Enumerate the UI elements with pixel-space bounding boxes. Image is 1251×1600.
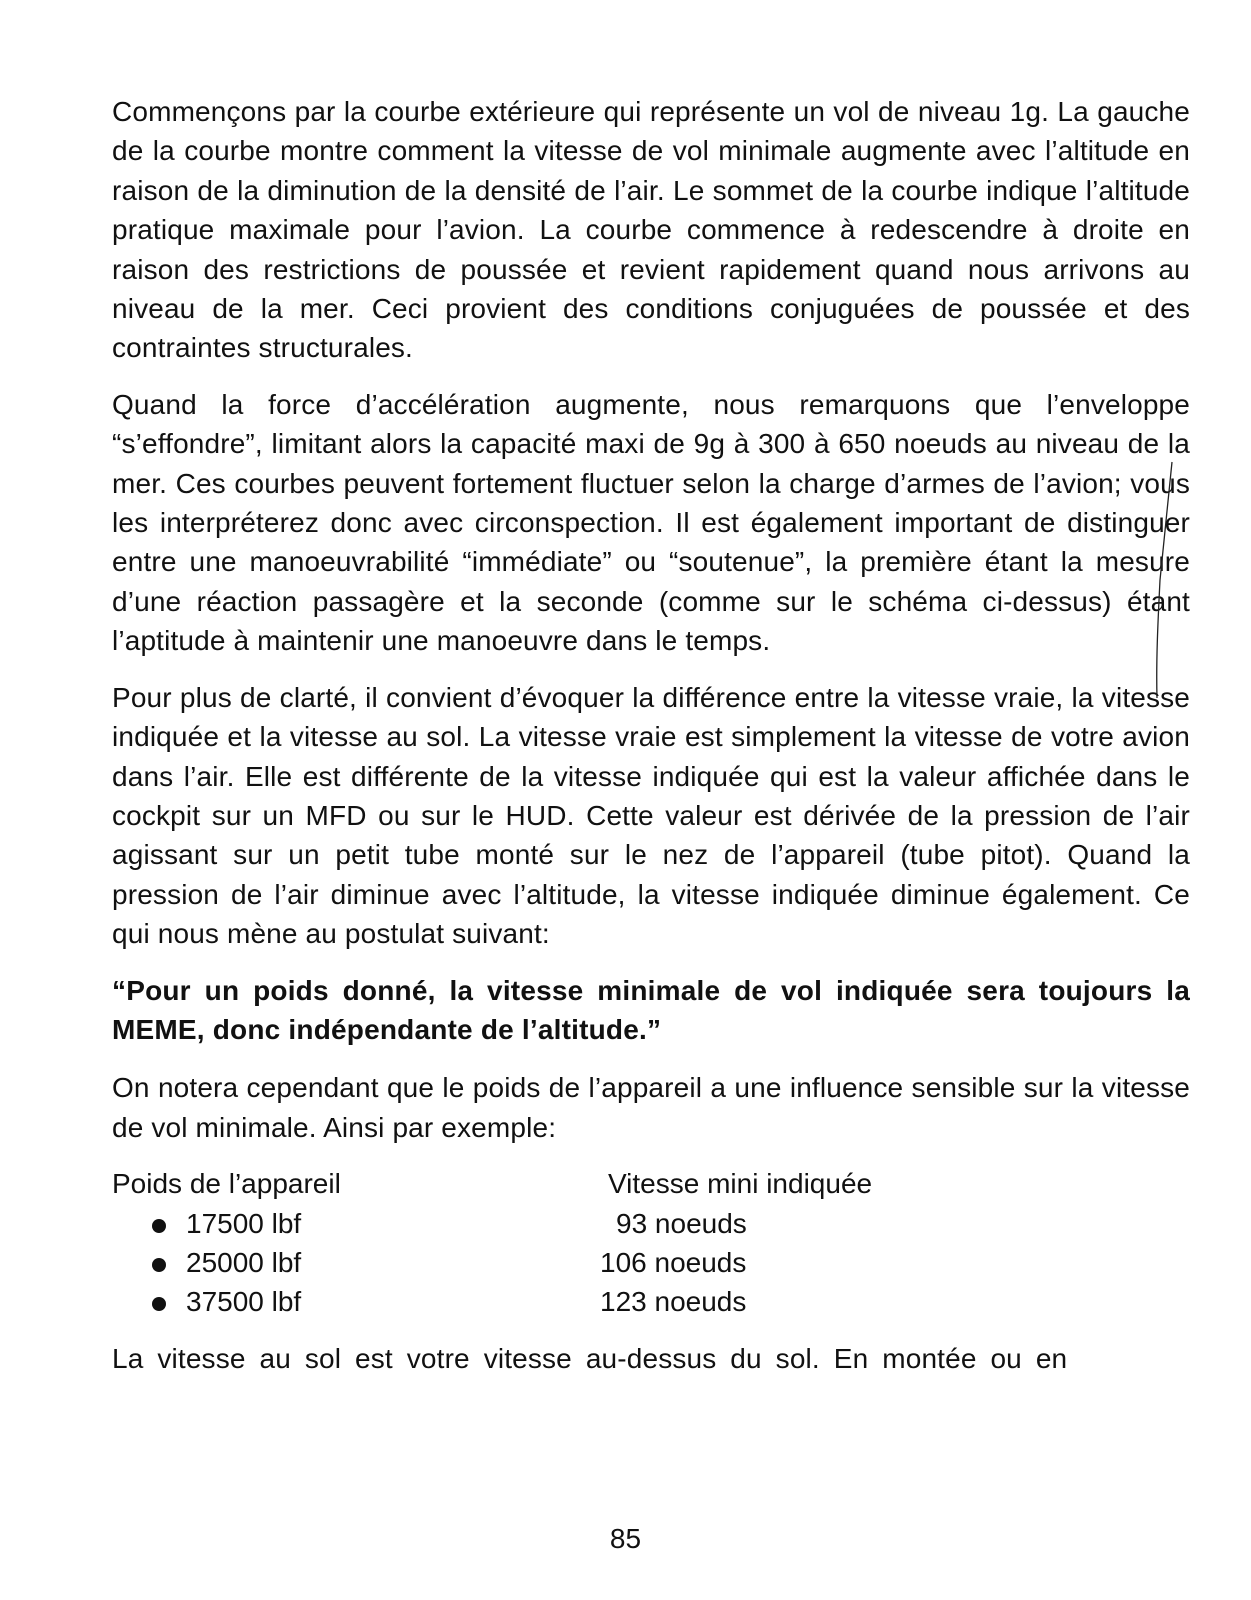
- paragraph-weight-influence: On notera cependant que le poids de l’appareil a une influence sensible sur la vitesse de vol minimale. Ainsi par exemple:: [112, 1072, 1190, 1143]
- paragraph-g-force: Quand la force d’accélération augmente, nous remarquons que l’enveloppe “s’effondre”, limitant alors la capacité maxi de 9g à 300 à 650 noeuds au niveau de la mer. Ces courbes peuvent fortement fluctuer selon la charge d’armes de l’avion; vous les interpréterez donc avec circonspection. Il est également important de distinguer entre une manoeuvrabilité “immédiate” ou “soutenue”, la première étant la mesure d’une réaction passagère et la seconde (comme sur le schéma ci-dessus) étant l’aptitude à maintenir une manoeuvre dans le temps.: [112, 388, 1190, 657]
- table-row: [112, 1243, 1190, 1282]
- row-speed: 106 noeuds: [600, 1246, 747, 1278]
- bullet-icon: [152, 1258, 166, 1272]
- document-page: [112, 92, 1190, 1395]
- page-number: 85: [609, 1523, 642, 1554]
- header-weight: Poids de l’appareil: [112, 1168, 341, 1200]
- paragraph-airspeed-types: Pour plus de clarté, il convient d’évoquer la différence entre la vitesse vraie, la vitesse indiquée et la vitesse au sol. La vitesse vraie est simplement la vitesse de votre avion dans l’air. Elle est différente de la vitesse indiquée qui est la valeur affichée dans le cockpit sur un MFD ou sur le HUD. Cette valeur est dérivée de la pression de l’air agissant sur un petit tube monté sur le nez de l’appareil (tube pitot). Quand la pression de l’air diminue avec l’altitude, la vitesse indiquée diminue également. Ce qui nous mène au postulat suivant:: [112, 681, 1190, 950]
- row-speed: 123 noeuds: [600, 1286, 747, 1318]
- bullet-icon: [152, 1297, 166, 1311]
- weight-speed-table: [112, 1164, 1190, 1322]
- row-weight: 17500 lbf: [186, 1207, 302, 1239]
- table-header-row: [112, 1164, 1190, 1203]
- row-weight: 37500 lbf: [186, 1286, 302, 1318]
- header-min-speed: Vitesse mini indiquée: [608, 1168, 873, 1200]
- table-row: [112, 1204, 1190, 1243]
- paragraph-ground-speed: La vitesse au sol est votre vitesse au-dessus du sol. En montée ou en: [112, 1342, 1068, 1374]
- paragraph-flight-envelope: Commençons par la courbe extérieure qui représente un vol de niveau 1g. La gauche de la courbe montre comment la vitesse de vol minimale augmente avec l’altitude en raison de la diminution de la densité de l’air. Le sommet de la courbe indique l’altitude pratique maximale pour l’avion. La courbe commence à redescendre à droite en raison des restrictions de poussée et revient rapidement quand nous arrivons au niveau de la mer. Ceci provient des conditions conjuguées de poussée et des contraintes structurales.: [112, 96, 1190, 364]
- bullet-icon: [152, 1219, 166, 1233]
- row-speed: 93 noeuds: [616, 1207, 747, 1239]
- postulate-statement: “Pour un poids donné, la vitesse minimale de vol indiquée sera toujours la MEME, donc indépendante de l’altitude.”: [112, 974, 1190, 1045]
- row-weight: 25000 lbf: [186, 1246, 302, 1278]
- table-row: [112, 1282, 1190, 1321]
